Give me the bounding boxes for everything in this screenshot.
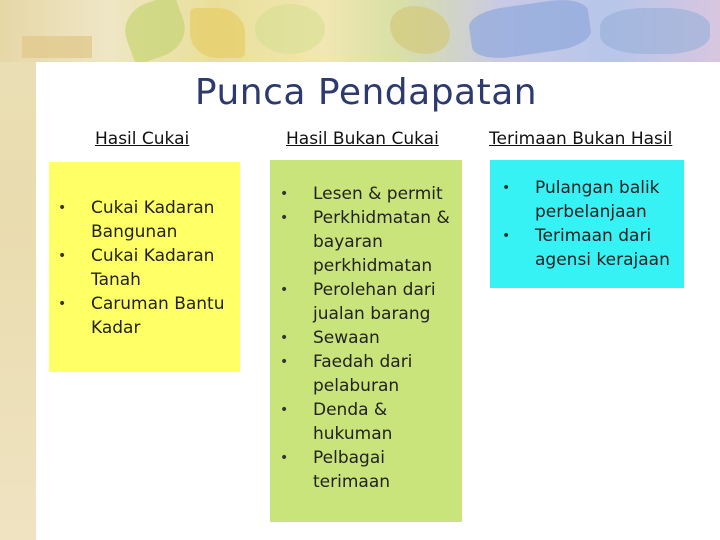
leaf-decoration-icon xyxy=(255,4,325,54)
list-item: • Pelbagai terimaan xyxy=(313,446,456,494)
column-heading-hasil-bukan-cukai: Hasil Bukan Cukai xyxy=(286,129,439,149)
accent-strip xyxy=(22,36,92,58)
list-item: • Caruman Bantu Kadar xyxy=(91,292,234,340)
column-heading-hasil-cukai: Hasil Cukai xyxy=(95,129,190,149)
list-item: • Faedah dari pelaburan xyxy=(313,350,456,398)
list-item: • Pulangan balik perbelanjaan xyxy=(535,176,680,224)
leaf-decoration-icon xyxy=(117,0,192,66)
hasil-bukan-cukai-box xyxy=(270,160,462,522)
list-item: • Perkhidmatan & bayaran perkhidmatan xyxy=(313,206,456,278)
hasil-bukan-cukai-list xyxy=(313,182,456,494)
list-item: • Cukai Kadaran Tanah xyxy=(91,244,234,292)
hasil-cukai-box xyxy=(49,162,240,372)
column-heading-terimaan-bukan-hasil: Terimaan Bukan Hasil xyxy=(489,129,673,149)
background-texture-top xyxy=(0,0,720,62)
leaf-decoration-icon xyxy=(190,8,245,58)
list-item: • Perolehan dari jualan barang xyxy=(313,278,456,326)
hasil-cukai-list xyxy=(91,196,234,340)
list-item: • Terimaan dari agensi kerajaan xyxy=(535,224,680,272)
flower-decoration-icon xyxy=(600,8,710,54)
terimaan-bukan-hasil-list xyxy=(535,176,680,272)
flower-decoration-icon xyxy=(467,0,593,62)
slide-title: Punca Pendapatan xyxy=(194,72,538,113)
terimaan-bukan-hasil-box xyxy=(490,160,684,288)
list-item: • Lesen & permit xyxy=(313,182,456,206)
list-item: • Sewaan xyxy=(313,326,456,350)
list-item: • Cukai Kadaran Bangunan xyxy=(91,196,234,244)
list-item: • Denda & hukuman xyxy=(313,398,456,446)
leaf-decoration-icon xyxy=(390,6,450,54)
